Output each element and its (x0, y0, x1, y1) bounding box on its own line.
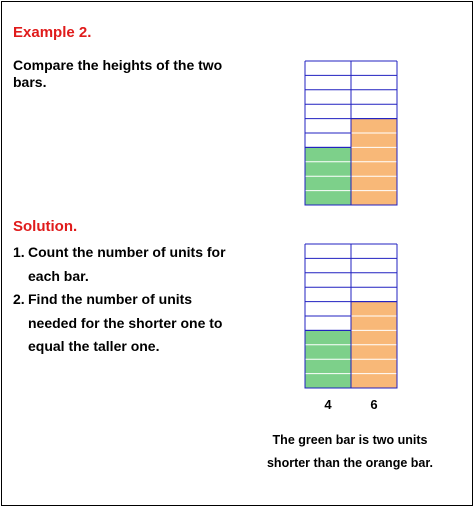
example-heading: Example 2. (13, 24, 92, 41)
bar-2-unit (351, 191, 397, 205)
bar-1-unit (305, 191, 351, 205)
solution-heading: Solution. (13, 218, 78, 235)
bar-2-unit (351, 316, 397, 330)
bar-2-unit (351, 147, 397, 161)
step-1-line-1: Count the number of units for (28, 244, 226, 260)
step-1-line-2: each bar. (28, 267, 89, 284)
caption (250, 429, 450, 475)
bar-grid-1 (305, 61, 397, 205)
bar-2-unit (351, 374, 397, 388)
question-line-2: bars. (13, 74, 47, 90)
step-1-number: 1. (13, 244, 25, 260)
bar-1-unit (305, 176, 351, 190)
bar-2-unit (351, 359, 397, 373)
bar-1-unit (305, 330, 351, 344)
bar-grid-2 (305, 244, 397, 388)
caption-line-2: shorter than the orange bar. (266, 456, 433, 470)
caption-line-1: The green bar is two units (272, 433, 428, 447)
bar-1-unit (305, 345, 351, 359)
bar-2-unit (351, 302, 397, 316)
bar-label-green: 4 (324, 397, 332, 412)
question-line-1: Compare the heights of the two (13, 57, 223, 73)
bar-2-unit (351, 133, 397, 147)
bar-2-unit (351, 330, 397, 344)
bar-1-unit (305, 162, 351, 176)
bar-2-unit (351, 176, 397, 190)
step-2-number: 2. (13, 291, 25, 307)
bar-label-orange: 6 (370, 397, 378, 412)
bar-2-unit (351, 119, 397, 133)
step-2-line-3: equal the taller one. (28, 338, 160, 354)
step-2-line-1: Find the number of units (28, 291, 193, 307)
bar-1-unit (305, 359, 351, 373)
step-2-line-2: needed for the shorter one to (28, 314, 223, 331)
bar-1-unit (305, 147, 351, 161)
bar-1-unit (305, 374, 351, 388)
bar-2-unit (351, 162, 397, 176)
bar-2-unit (351, 345, 397, 359)
